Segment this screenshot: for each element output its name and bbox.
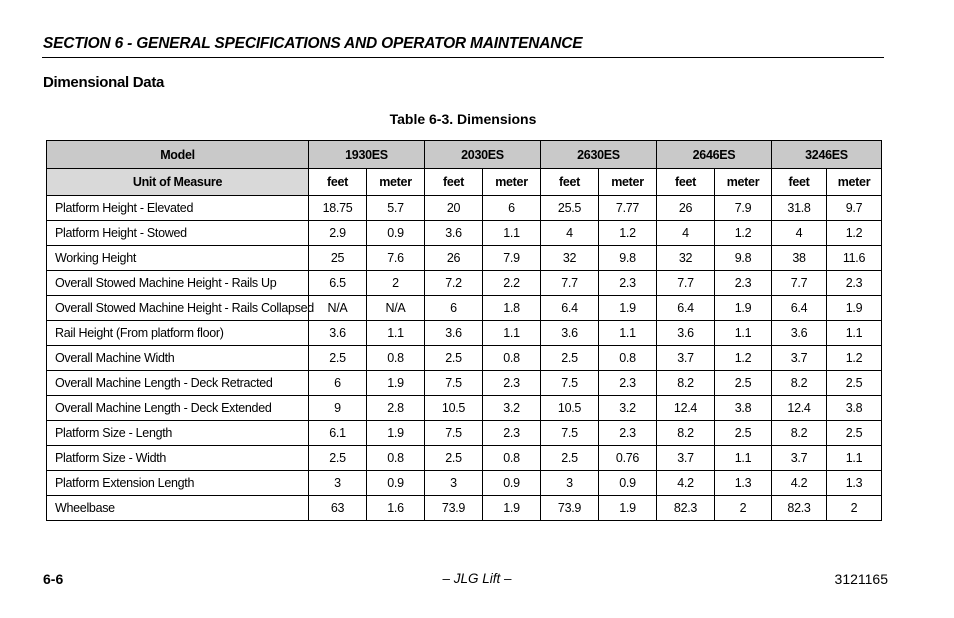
table-cell: 8.2 <box>772 371 827 396</box>
table-cell: 2.5 <box>309 446 367 471</box>
footer-brand: – JLG Lift – <box>442 571 512 586</box>
unit-feet: feet <box>657 169 715 196</box>
table-cell: 4 <box>772 221 827 246</box>
table-caption: Table 6-3. Dimensions <box>389 111 537 127</box>
row-label: Overall Machine Width <box>47 346 309 371</box>
table-cell: 7.9 <box>483 246 541 271</box>
table-cell: 7.2 <box>425 271 483 296</box>
table-cell: 2.3 <box>483 371 541 396</box>
row-label: Rail Height (From platform floor) <box>47 321 309 346</box>
table-cell: 31.8 <box>772 196 827 221</box>
table-row <box>47 321 882 346</box>
table-cell: 9.8 <box>715 246 772 271</box>
table-cell: 1.1 <box>715 321 772 346</box>
table-cell: 2 <box>715 496 772 521</box>
table-cell: 12.4 <box>657 396 715 421</box>
table-cell: 1.6 <box>367 496 425 521</box>
unit-of-measure-header: Unit of Measure <box>47 169 309 196</box>
table-cell: 1.9 <box>827 296 882 321</box>
unit-meter: meter <box>715 169 772 196</box>
table-cell: 25 <box>309 246 367 271</box>
table-cell: 3.2 <box>483 396 541 421</box>
table-cell: 3.6 <box>772 321 827 346</box>
table-cell: 2.3 <box>599 271 657 296</box>
table-cell: 2.3 <box>599 371 657 396</box>
table-cell: 3.6 <box>309 321 367 346</box>
page-number: 6-6 <box>43 571 64 587</box>
model-header-3246es: 3246ES <box>772 141 882 169</box>
table-cell: 2.9 <box>309 221 367 246</box>
table-cell: 7.6 <box>367 246 425 271</box>
table-cell: 4 <box>657 221 715 246</box>
unit-header-row <box>47 169 882 196</box>
table-cell: 1.3 <box>827 471 882 496</box>
table-cell: 0.8 <box>599 346 657 371</box>
model-header: Model <box>47 141 309 169</box>
table-row <box>47 196 882 221</box>
row-label: Platform Height - Elevated <box>47 196 309 221</box>
table-cell: 25.5 <box>541 196 599 221</box>
table-cell: 7.9 <box>715 196 772 221</box>
table-cell: 2.5 <box>309 346 367 371</box>
table-cell: 6 <box>483 196 541 221</box>
table-cell: 6.4 <box>541 296 599 321</box>
row-label: Platform Height - Stowed <box>47 221 309 246</box>
row-label: Platform Extension Length <box>47 471 309 496</box>
table-row <box>47 246 882 271</box>
table-cell: 8.2 <box>772 421 827 446</box>
table-cell: 2.5 <box>425 346 483 371</box>
table-row <box>47 221 882 246</box>
table-cell: 1.2 <box>715 346 772 371</box>
table-cell: 6.5 <box>309 271 367 296</box>
table-cell: 3.6 <box>425 321 483 346</box>
table-cell: 4.2 <box>657 471 715 496</box>
table-cell: 0.9 <box>367 221 425 246</box>
table-cell: 9.7 <box>827 196 882 221</box>
table-cell: 3.6 <box>541 321 599 346</box>
table-cell: 3.8 <box>715 396 772 421</box>
table-cell: 3.2 <box>599 396 657 421</box>
table-cell: 7.7 <box>541 271 599 296</box>
table-cell: 7.5 <box>541 371 599 396</box>
table-row <box>47 471 882 496</box>
subsection-title: Dimensional Data <box>43 74 165 91</box>
row-label: Working Height <box>47 246 309 271</box>
table-row <box>47 271 882 296</box>
table-cell: 11.6 <box>827 246 882 271</box>
table-row <box>47 446 882 471</box>
table-cell: 8.2 <box>657 421 715 446</box>
table-cell: 1.9 <box>483 496 541 521</box>
table-cell: 6 <box>425 296 483 321</box>
table-cell: 3 <box>309 471 367 496</box>
table-cell: 10.5 <box>541 396 599 421</box>
table-cell: 3.7 <box>772 446 827 471</box>
table-cell: 7.77 <box>599 196 657 221</box>
table-row <box>47 371 882 396</box>
table-cell: 32 <box>657 246 715 271</box>
table-cell: 1.9 <box>367 371 425 396</box>
table-cell: 2 <box>827 496 882 521</box>
table-cell: 73.9 <box>541 496 599 521</box>
unit-meter: meter <box>367 169 425 196</box>
table-cell: 1.1 <box>715 446 772 471</box>
table-cell: 1.2 <box>827 221 882 246</box>
table-cell: 26 <box>425 246 483 271</box>
table-cell: 6.4 <box>657 296 715 321</box>
table-cell: 2.5 <box>715 421 772 446</box>
row-label: Wheelbase <box>47 496 309 521</box>
table-cell: 1.2 <box>715 221 772 246</box>
table-cell: 6 <box>309 371 367 396</box>
table-cell: 2.5 <box>541 446 599 471</box>
table-cell: 8.2 <box>657 371 715 396</box>
table-cell: 18.75 <box>309 196 367 221</box>
table-cell: 7.7 <box>657 271 715 296</box>
unit-feet: feet <box>425 169 483 196</box>
table-cell: 2.5 <box>541 346 599 371</box>
table-cell: 0.76 <box>599 446 657 471</box>
model-header-2630es: 2630ES <box>541 141 657 169</box>
table-cell: 1.1 <box>483 321 541 346</box>
unit-feet: feet <box>772 169 827 196</box>
table-cell: 7.5 <box>425 421 483 446</box>
table-cell: 2.5 <box>715 371 772 396</box>
table-cell: 1.9 <box>599 496 657 521</box>
table-cell: 10.5 <box>425 396 483 421</box>
table-cell: 1.9 <box>715 296 772 321</box>
table-cell: 20 <box>425 196 483 221</box>
table-cell: 5.7 <box>367 196 425 221</box>
unit-meter: meter <box>483 169 541 196</box>
table-row <box>47 421 882 446</box>
table-cell: 0.9 <box>367 471 425 496</box>
table-cell: N/A <box>309 296 367 321</box>
table-cell: 12.4 <box>772 396 827 421</box>
table-cell: 3 <box>541 471 599 496</box>
table-cell: 3.7 <box>657 446 715 471</box>
table-cell: 63 <box>309 496 367 521</box>
header-rule <box>42 57 884 58</box>
document-number: 3121165 <box>834 571 888 587</box>
table-cell: 6.1 <box>309 421 367 446</box>
row-label: Overall Stowed Machine Height - Rails Collapsed <box>47 296 309 321</box>
table-cell: 1.1 <box>827 321 882 346</box>
table-row <box>47 346 882 371</box>
table-cell: 73.9 <box>425 496 483 521</box>
table-cell: 9 <box>309 396 367 421</box>
table-cell: 1.1 <box>367 321 425 346</box>
table-cell: 1.2 <box>827 346 882 371</box>
table-cell: 2.3 <box>715 271 772 296</box>
table-cell: 82.3 <box>772 496 827 521</box>
table-cell: N/A <box>367 296 425 321</box>
table-cell: 3.6 <box>425 221 483 246</box>
table-cell: 9.8 <box>599 246 657 271</box>
table-cell: 2 <box>367 271 425 296</box>
table-cell: 0.9 <box>483 471 541 496</box>
table-cell: 4 <box>541 221 599 246</box>
table-cell: 1.8 <box>483 296 541 321</box>
table-cell: 0.8 <box>483 446 541 471</box>
model-header-2646es: 2646ES <box>657 141 772 169</box>
table-cell: 1.2 <box>599 221 657 246</box>
table-cell: 6.4 <box>772 296 827 321</box>
table-cell: 2.8 <box>367 396 425 421</box>
table-cell: 2.3 <box>599 421 657 446</box>
table-cell: 82.3 <box>657 496 715 521</box>
table-row <box>47 496 882 521</box>
table-cell: 1.3 <box>715 471 772 496</box>
table-cell: 7.5 <box>425 371 483 396</box>
row-label: Overall Stowed Machine Height - Rails Up <box>47 271 309 296</box>
unit-meter: meter <box>599 169 657 196</box>
table-cell: 38 <box>772 246 827 271</box>
table-header-row <box>47 141 882 169</box>
table-cell: 26 <box>657 196 715 221</box>
table-cell: 1.1 <box>483 221 541 246</box>
table-cell: 3.6 <box>657 321 715 346</box>
table-cell: 32 <box>541 246 599 271</box>
table-cell: 0.9 <box>599 471 657 496</box>
table-cell: 2.3 <box>827 271 882 296</box>
table-cell: 2.5 <box>827 421 882 446</box>
model-header-1930es: 1930ES <box>309 141 425 169</box>
table-cell: 3.8 <box>827 396 882 421</box>
table-cell: 1.1 <box>599 321 657 346</box>
row-label: Overall Machine Length - Deck Retracted <box>47 371 309 396</box>
table-cell: 4.2 <box>772 471 827 496</box>
section-title: SECTION 6 - GENERAL SPECIFICATIONS AND OPERATOR MAINTENANCE <box>43 35 583 52</box>
unit-feet: feet <box>309 169 367 196</box>
table-cell: 0.8 <box>367 346 425 371</box>
table-cell: 2.5 <box>827 371 882 396</box>
table-cell: 1.1 <box>827 446 882 471</box>
table-cell: 0.8 <box>367 446 425 471</box>
unit-feet: feet <box>541 169 599 196</box>
table-cell: 3.7 <box>657 346 715 371</box>
row-label: Platform Size - Length <box>47 421 309 446</box>
table-cell: 0.8 <box>483 346 541 371</box>
table-row <box>47 396 882 421</box>
row-label: Platform Size - Width <box>47 446 309 471</box>
table-cell: 2.3 <box>483 421 541 446</box>
table-cell: 1.9 <box>367 421 425 446</box>
table-cell: 2.5 <box>425 446 483 471</box>
table-cell: 7.5 <box>541 421 599 446</box>
table-row <box>47 296 882 321</box>
table-cell: 1.9 <box>599 296 657 321</box>
table-cell: 3.7 <box>772 346 827 371</box>
row-label: Overall Machine Length - Deck Extended <box>47 396 309 421</box>
table-cell: 2.2 <box>483 271 541 296</box>
table-cell: 7.7 <box>772 271 827 296</box>
unit-meter: meter <box>827 169 882 196</box>
table-cell: 3 <box>425 471 483 496</box>
dimensions-table <box>46 140 882 521</box>
model-header-2030es: 2030ES <box>425 141 541 169</box>
